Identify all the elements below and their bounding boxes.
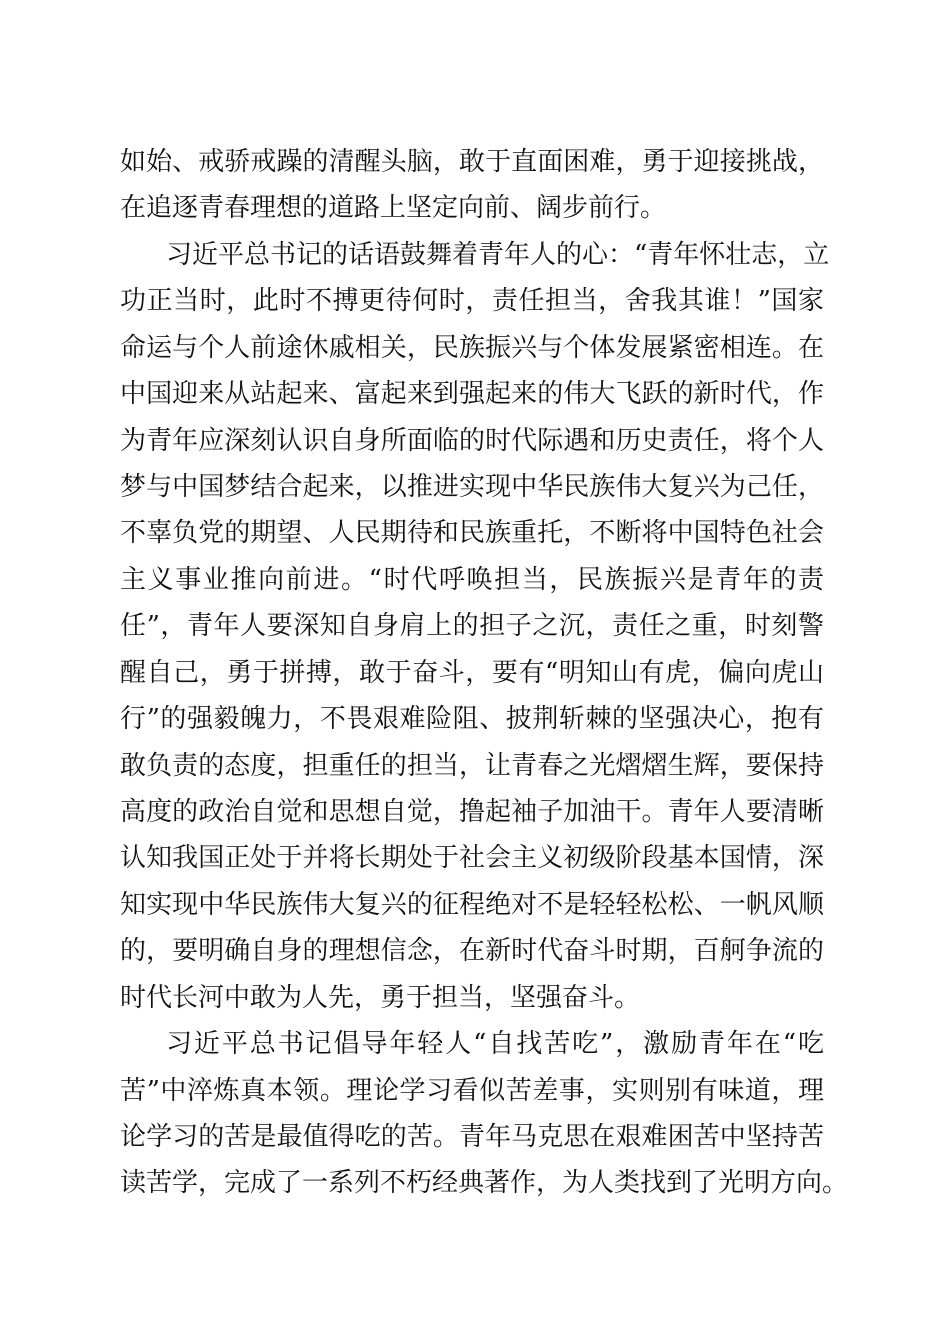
text-line: 行”的强毅魄力，不畏艰难险阻、披荆斩棘的坚强决心，抱有 [120,704,824,734]
text-line: 时代长河中敢为人先，勇于担当，坚强奋斗。 [120,983,641,1013]
text-line: 主义事业推向前进。“时代呼唤担当，民族振兴是青年的责 [120,565,824,595]
text-line: 为青年应深刻认识自身所面临的时代际遇和历史责任，将个人 [120,426,824,456]
text-line: 论学习的苦是最值得吃的苦。青年马克思在艰难困苦中坚持苦 [120,1122,824,1152]
text-line: 高度的政治自觉和思想自觉，撸起袖子加油干。青年人要清晰 [120,797,824,827]
text-line: 的，要明确自身的理想信念，在新时代奋斗时期，百舸争流的 [120,936,824,966]
text-line: 命运与个人前途休戚相关，民族振兴与个体发展紧密相连。在 [120,333,824,363]
text-line: 在追逐青春理想的道路上坚定向前、阔步前行。 [120,193,667,223]
paragraph-first-line: 习近平总书记倡导年轻人“自找苦吃”，激励青年在“吃 [166,1029,824,1059]
text-line: 功正当时，此时不搏更待何时，责任担当，舍我其谁！”国家 [120,286,824,316]
text-line: 知实现中华民族伟大复兴的征程绝对不是轻轻松松、一帆风顺 [120,890,824,920]
text-line: 敢负责的态度，担重任的担当，让青春之光熠熠生辉，要保持 [120,751,824,781]
text-line: 醒自己，勇于拼搏，敢于奋斗，要有“明知山有虎，偏向虎山 [120,658,824,688]
text-line: 如始、戒骄戒躁的清醒头脑，敢于直面困难，勇于迎接挑战， [120,147,824,177]
paragraph-first-line: 习近平总书记的话语鼓舞着青年人的心：“青年怀壮志，立 [166,240,830,270]
text-line: 中国迎来从站起来、富起来到强起来的伟大飞跃的新时代，作 [120,379,824,409]
text-line: 任”，青年人要深知自身肩上的担子之沉，责任之重，时刻警 [120,611,824,641]
text-line: 认知我国正处于并将长期处于社会主义初级阶段基本国情，深 [120,843,824,873]
text-line: 梦与中国梦结合起来，以推进实现中华民族伟大复兴为己任， [120,472,824,502]
text-line: 读苦学，完成了一系列不朽经典著作，为人类找到了光明方向。 [120,1168,849,1198]
text-line: 不辜负党的期望、人民期待和民族重托，不断将中国特色社会 [120,518,824,548]
text-line: 苦”中淬炼真本领。理论学习看似苦差事，实则别有味道，理 [120,1076,824,1106]
